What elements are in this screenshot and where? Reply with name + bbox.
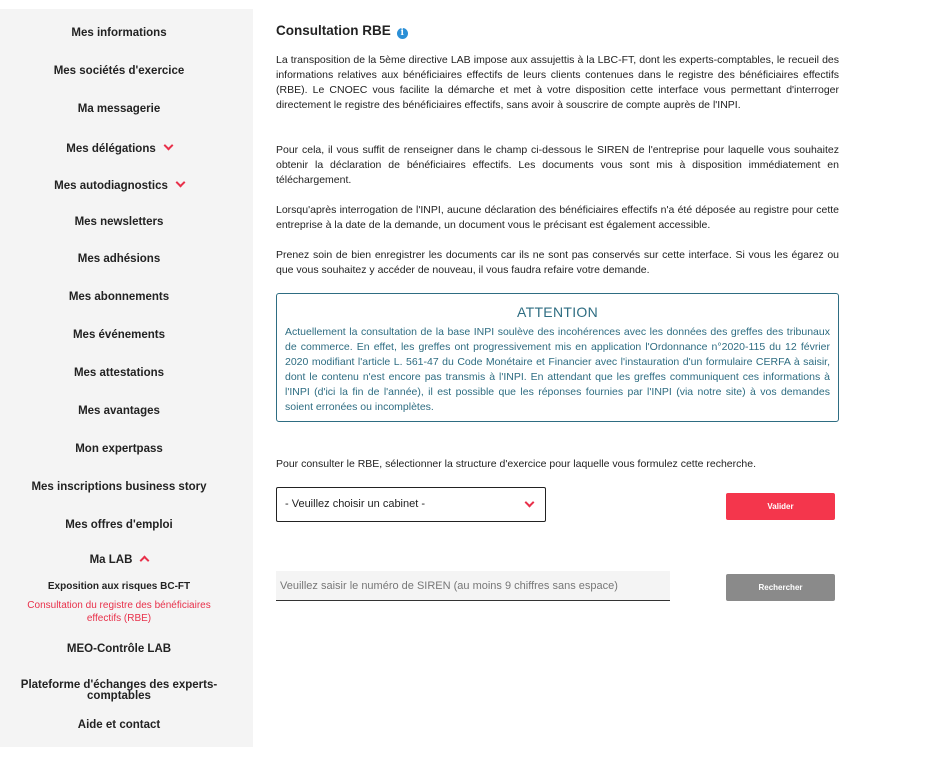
chevron-down-icon[interactable] [175,178,185,188]
attention-box [276,293,839,422]
validate-button[interactable]: Valider [726,493,835,520]
sidebar-item-mes-abonnements[interactable]: Mes abonnements [68,291,170,303]
chevron-down-icon[interactable] [163,141,173,151]
attention-text: Actuellement la consultation de la base INPI soulève des incohérences avec les données des greffes des tribunaux de commerce. En effet, les greffes ont progressivement mis en application l'Ordonnance n°2020-115 du 12 février 2020 modifiant l'article L. 561-47 du Code Monétaire et Financier avec l'instauration d'un formulaire CERFA à saisir, dont le contenu n'est encore pas transmis à l'INPI. En attendant que les greffes communiquent ces informations à l'INPI (d'ici la fin de l'année), il est possible que les réponses fournies par l'INPI (via notre site) à vos demandes soient erronées ou incomplètes. [285,326,830,413]
sidebar-item-ma-messagerie[interactable]: Ma messagerie [77,103,161,115]
chevron-down-icon [525,498,535,508]
sidebar-item-plateforme-echanges[interactable]: Plateforme d'échanges des experts-comptables [20,679,218,702]
siren-input[interactable] [276,571,670,601]
sidebar-item-mes-evenements[interactable]: Mes événements [72,329,166,341]
sidebar-item-offres-emploi[interactable]: Mes offres d'emploi [65,519,173,531]
no-declaration-paragraph: Lorsqu'après interrogation de l'INPI, aucune déclaration des bénéficiaires effectifs n'a été déposée au registre pour cette entreprise à la date de la demande, un document vous le précisant est également accessible. [276,204,839,231]
cabinet-select[interactable] [276,487,546,522]
info-icon[interactable]: i [397,28,408,39]
sidebar-item-mes-societes[interactable]: Mes sociétés d'exercice [53,65,185,77]
sidebar-item-business-story[interactable]: Mes inscriptions business story [31,481,207,493]
sidebar-item-mon-expertpass[interactable]: Mon expertpass [75,443,163,455]
sidebar-item-meo-controle-lab[interactable]: MEO-Contrôle LAB [66,643,172,655]
sidebar-item-mes-delegations[interactable]: Mes délégations [0,142,238,156]
sidebar-item-mes-informations[interactable]: Mes informations [71,27,167,39]
save-documents-paragraph: Prenez soin de bien enregistrer les documents car ils ne sont pas conservés sur cette interface. Si vous les égarez ou que vous souhaitez y accéder de nouveau, il vous faudra refaire votre demande. [276,249,839,276]
select-prompt: Pour consulter le RBE, sélectionner la structure d'exercice pour laquelle vous formulez cette recherche. [276,458,756,470]
sidebar-item-ma-lab[interactable]: Ma LAB [0,553,238,567]
search-button[interactable]: Rechercher [726,574,835,601]
sidebar-subitem-exposition-risques[interactable]: Exposition aux risques BC-FT [47,581,191,592]
cabinet-select-value: - Veuillez choisir un cabinet - [285,498,426,510]
intro-paragraph: La transposition de la 5ème directive LAB impose aux assujettis à la LBC-FT, dont les experts-comptables, le recueil des informations relatives aux bénéficiaires effectifs de leurs clients contenues dans le registre des bénéficiaires effectifs (RBE). Le CNOEC vous facilite la démarche et met à votre disposition cette interface vous permettant d'interroger directement le registre des bénéficiaires effectifs, sans avoir à souscrire de compte auprès de l'INPI. [276,54,839,111]
sidebar-item-aide-contact[interactable]: Aide et contact [77,719,161,731]
page-title: Consultation RBE i [276,23,408,39]
sidebar [0,9,253,747]
sidebar-subitem-consultation-rbe[interactable]: Consultation du registre des bénéficiaires effectifs (RBE) [27,600,211,624]
chevron-up-icon[interactable] [140,556,150,566]
instructions-paragraph: Pour cela, il vous suffit de renseigner dans le champ ci-dessous le SIREN de l'entreprise pour laquelle vous souhaitez obtenir la déclaration de bénéficiaires effectifs. Les documents vous sont mis à disposition immédiatement en téléchargement. [276,144,839,186]
attention-title: ATTENTION [517,304,598,320]
sidebar-item-mes-adhesions[interactable]: Mes adhésions [77,253,161,265]
sidebar-item-mes-newsletters[interactable]: Mes newsletters [74,216,164,228]
sidebar-item-mes-autodiagnostics[interactable]: Mes autodiagnostics [0,179,238,193]
sidebar-item-mes-attestations[interactable]: Mes attestations [73,367,165,379]
sidebar-item-mes-avantages[interactable]: Mes avantages [78,405,160,417]
